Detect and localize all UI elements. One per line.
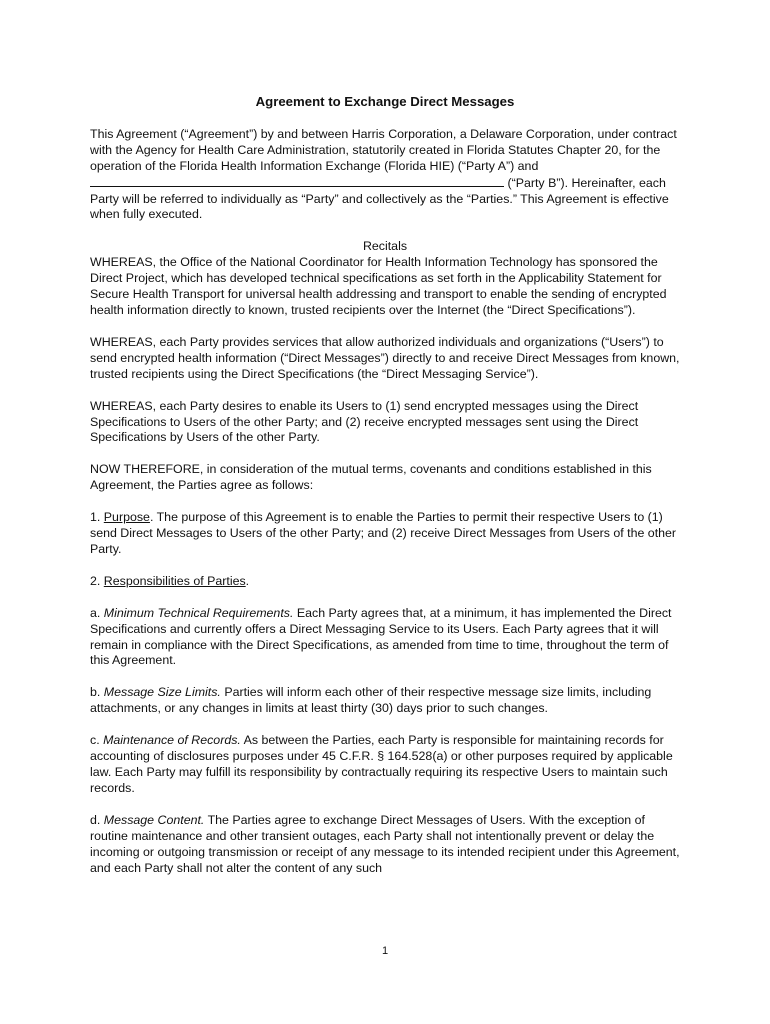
section-1-text: . The purpose of this Agreement is to enable the Parties to permit their respective Users to (1) send Direct Messages to Users of the other Party; and (2) receive Direct Messages from Users of the other Party. [90, 510, 677, 556]
section-1-number: 1. [90, 510, 101, 525]
clause-a-text: Each Party agrees that, at a minimum, it has implemented the Direct Specifications and currently offers a Direct Messaging Service to its Users. Each Party agrees that it will remain in compliance with the Direct Specifications, as amended from time to time, throughout the term of this Agreement. [90, 605, 672, 668]
clause-a-letter: a. [90, 605, 101, 620]
clause-c-heading: Maintenance of Records. [103, 733, 241, 748]
clause-d-text: The Parties agree to exchange Direct Messages of Users. With the exception of routine maintenance and other transient outages, each Party shall not intentionally prevent or delay the incoming or outgoing transmission or receipt of any message to its intended recipient under this Agreement, and each Party shall not alter the content of any such [90, 812, 680, 875]
now-therefore-paragraph: NOW THEREFORE, in consideration of the mutual terms, covenants and conditions established in this Agreement, the Parties agree as follows: [90, 462, 652, 493]
recitals-heading: Recitals [362, 239, 408, 254]
clause-b-letter: b. [90, 685, 101, 700]
recital-paragraph-1: WHEREAS, the Office of the National Coordinator for Health Information Technology has sponsored the Direct Project, which has developed technical specifications as set forth in the Applicability Statement for Secure Health Transport for universal health addressing and transport to enable the sending of encrypted health information directly to known, trusted recipients over the Internet (the “Direct Specifications”). [90, 255, 667, 317]
clause-c-text: As between the Parties, each Party is responsible for maintaining records for accounting of disclosures purposes under 45 C.F.R. § 164.528(a) or other purposes required by applicable law. Each Party may fulfill its responsibility by contractually requiring its respective Users to maintain such records. [90, 733, 673, 795]
section-2-heading: Responsibilities of Parties [103, 573, 246, 588]
party-b-blank-line [90, 175, 504, 187]
intro-text-before-blank: This Agreement (“Agreement”) by and between Harris Corporation, a Delaware Corporation, under contract with the Agency for Health Care Administration, statutorily created in Florida Statutes Chapter 20, for the operation of the Florida Health Information Exchange (Florida HIE) (“Party A”) and [90, 126, 677, 173]
clause-d-heading: Message Content. [103, 812, 205, 827]
recital-paragraph-3: WHEREAS, each Party desires to enable its Users to (1) send encrypted messages using the Direct Specifications to Users of the other Party; and (2) receive encrypted messages sent using the Direct Specifications by Users of the other Party. [90, 398, 639, 445]
document-title: Agreement to Exchange Direct Messages [255, 94, 515, 109]
clause-c-letter: c. [90, 733, 100, 748]
page-number: 1 [381, 945, 389, 957]
clause-b-heading: Message Size Limits. [103, 685, 221, 700]
section-2-number: 2. [90, 573, 101, 588]
intro-paragraph [90, 127, 680, 223]
clause-d-letter: d. [90, 812, 101, 827]
clause-b [90, 685, 680, 717]
intro-text-after-blank: (“Party B”). Hereinafter, each Party will be referred to individually as “Party” and collectively as the “Parties.” This Agreement is effective when fully executed. [90, 175, 669, 222]
clause-a [90, 606, 680, 670]
section-1-heading: Purpose [103, 510, 150, 525]
recital-paragraph-2: WHEREAS, each Party provides services that allow authorized individuals and organizations (“Users”) to send encrypted health information (“Direct Messages”) directly to and receive Direct Messages from known, trusted recipients using the Direct Specifications (the “Direct Messaging Service”). [90, 334, 680, 381]
section-2-responsibilities [90, 574, 680, 590]
clause-c [90, 733, 680, 797]
clause-b-text: Parties will inform each other of their respective message size limits, including attachments, or any changes in limits at least thirty (30) days prior to such changes. [90, 685, 652, 716]
clause-d [90, 813, 680, 877]
section-1-purpose [90, 510, 680, 558]
clause-a-heading: Minimum Technical Requirements. [103, 605, 294, 620]
section-2-tail: . [245, 573, 250, 588]
